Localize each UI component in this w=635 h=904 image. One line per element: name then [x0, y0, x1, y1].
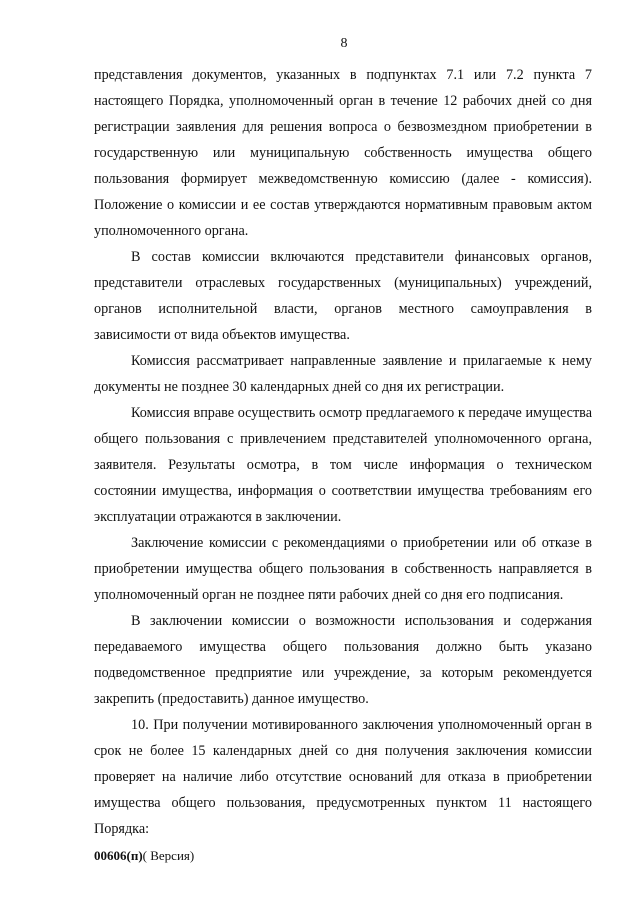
paragraph: В состав комиссии включаются представители финансовых органов, представители отраслевых государственных (муниципальных) учреждений, органов исполнительной власти, органов местного самоуправления в зависимости от вида объектов имущества.	[94, 249, 592, 343]
document-body	[94, 62, 592, 842]
paragraph: представления документов, указанных в подпунктах 7.1 или 7.2 пункта 7 настоящего Порядка, уполномоченный орган в течение 12 рабочих дней со дня регистрации заявления для решения вопроса о безвозмездном приобретении в государственную или муниципальную собственность имущества общего пользования формирует межведомственную комиссию (далее - комиссия). Положение о комиссии и ее состав утверждаются нормативным правовым актом уполномоченного органа.	[94, 67, 592, 239]
document-code: 00606(п)	[94, 848, 143, 863]
paragraph: Комиссия вправе осуществить осмотр предлагаемого к передаче имущества общего пользования с привлечением представителей уполномоченного органа, заявителя. Результаты осмотра, в том числе информация о техническом состоянии имущества, информация о соответствии имущества требованиям его эксплуатации отражаются в заключении.	[94, 405, 592, 525]
document-version: ( Версия)	[142, 848, 195, 863]
paragraph: В заключении комиссии о возможности использования и содержания передаваемого имущества общего пользования должно быть указано подведомственное предприятие или учреждение, за которым рекомендуется закрепить (предоставить) данное имущество.	[94, 613, 592, 707]
page-number: 8	[340, 36, 348, 51]
paragraph: 10. При получении мотивированного заключения уполномоченный орган в срок не более 15 календарных дней со дня получения заключения комиссии проверяет на наличие либо отсутствие оснований для отказа в приобретении имущества общего пользования, предусмотренных пунктом 11 настоящего Порядка:	[94, 717, 592, 837]
document-footer	[94, 848, 194, 864]
paragraph: Комиссия рассматривает направленные заявление и прилагаемые к нему документы не позднее 30 календарных дней со дня их регистрации.	[94, 353, 592, 395]
paragraph: Заключение комиссии с рекомендациями о приобретении или об отказе в приобретении имущества общего пользования в собственность направляется в уполномоченный орган не позднее пяти рабочих дней со дня его подписания.	[94, 535, 592, 603]
